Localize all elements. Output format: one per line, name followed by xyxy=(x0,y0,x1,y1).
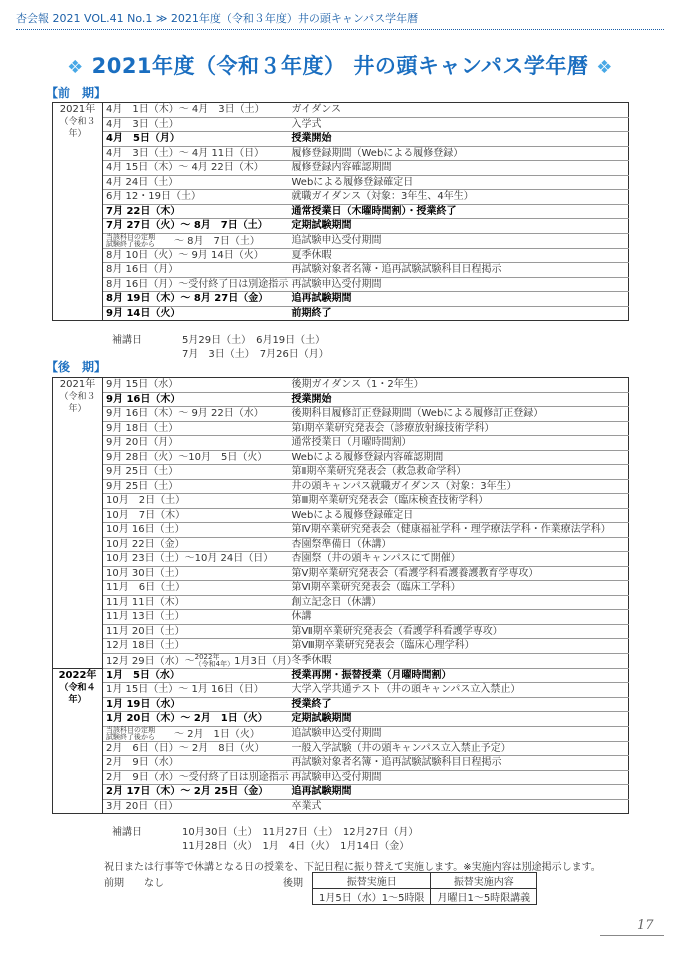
date-text: 4月 15日（木）～ 4月 22日（木） xyxy=(106,162,264,174)
second-term-table xyxy=(52,377,629,814)
date-cell xyxy=(103,523,289,538)
second-makeup-label: 補講日 xyxy=(112,827,142,838)
first-substitution-label: 前期 xyxy=(104,878,124,889)
year-cell xyxy=(53,103,103,321)
table-row xyxy=(53,465,629,480)
date-cell xyxy=(103,595,289,610)
substitution-date: 1月5日（水）1～5時限 xyxy=(313,889,431,905)
date-text: 1月 15日（土）～ 1月 16日（日） xyxy=(106,684,264,696)
date-text: 8月 16日（月） xyxy=(106,264,179,276)
substitution-header-date: 振替実施日 xyxy=(313,873,431,889)
table-row xyxy=(53,378,629,393)
event-cell: 後期科目履修訂正登録期間（Webによる履修訂正登録） xyxy=(289,407,629,422)
table-row xyxy=(53,595,629,610)
date-cell xyxy=(103,190,289,205)
running-header: 杏会報 2021 VOL.41 No.1 ≫ 2021年度（令和３年度）井の頭キャンパス学年暦 xyxy=(16,12,419,25)
table-row xyxy=(53,624,629,639)
table-row xyxy=(53,146,629,161)
date-text: 11月 6日（土） xyxy=(106,582,186,594)
era-label: （令和３年） xyxy=(59,392,96,414)
event-cell: 追試験申込受付期間 xyxy=(289,726,629,741)
year-label: 2022年 xyxy=(58,669,97,681)
table-row xyxy=(53,683,629,698)
table-row xyxy=(53,523,629,538)
event-cell: 追再試験期間 xyxy=(289,785,629,800)
date-cell xyxy=(103,450,289,465)
date-cell xyxy=(103,712,289,727)
table-row xyxy=(53,233,629,248)
first-makeup-line1: 5月29日（土） 6月19日（土） xyxy=(182,335,326,346)
date-text: 3月 20日（日） xyxy=(106,800,179,812)
event-cell: 杏園祭（井の頭キャンパスにて開催） xyxy=(289,552,629,567)
date-text: ～ 8月 7日（土） xyxy=(174,235,260,247)
date-text: 1月 5日（水） xyxy=(106,669,180,681)
event-cell: 再試験申込受付期間 xyxy=(289,770,629,785)
date-text: 9月 25日（土） xyxy=(106,480,179,492)
event-cell: 後期ガイダンス（1・2年生） xyxy=(289,378,629,393)
table-row xyxy=(53,552,629,567)
year-label: 2021年 xyxy=(59,104,96,115)
table-row xyxy=(53,799,629,814)
table-row xyxy=(53,219,629,234)
date-text: 2月 9日（水）～受付終了日は別途指示 xyxy=(106,771,289,783)
event-cell: 定期試験期間 xyxy=(289,712,629,727)
event-cell: 井の頭キャンパス就職ガイダンス（対象：3年生） xyxy=(289,479,629,494)
event-cell: 第Ⅳ期卒業研究発表会（健康福祉学科・理学療法学科・作業療法学科） xyxy=(289,523,629,538)
substitution-header-content: 振替実施内容 xyxy=(431,873,537,889)
small-note xyxy=(106,727,174,741)
event-cell: 第Ⅵ期卒業研究発表会（臨床工学科） xyxy=(289,581,629,596)
date-cell xyxy=(103,436,289,451)
event-cell: 第Ⅰ期卒業研究発表会（診療放射線技術学科） xyxy=(289,421,629,436)
date-cell xyxy=(103,378,289,393)
event-cell: 履修登録内容確認期間 xyxy=(289,161,629,176)
date-cell xyxy=(103,103,289,118)
table-row xyxy=(53,190,629,205)
date-cell xyxy=(103,610,289,625)
date-cell xyxy=(103,494,289,509)
page-number-rule xyxy=(600,935,664,936)
date-text: 10月 2日（土） xyxy=(106,495,186,507)
event-cell: 就職ガイダンス（対象：3年生、4年生） xyxy=(289,190,629,205)
date-cell xyxy=(103,407,289,422)
substitution-note: 祝日または行事等で休講となる日の授業を、下記日程に振り替えて実施します。※実施内容は別途掲示します。 xyxy=(104,862,601,873)
event-cell: 授業終了 xyxy=(289,697,629,712)
table-row xyxy=(53,436,629,451)
date-cell xyxy=(103,756,289,771)
table-row xyxy=(53,508,629,523)
date-cell xyxy=(103,785,289,800)
event-cell: ガイダンス xyxy=(289,103,629,118)
date-text: 4月 1日（木）～ 4月 3日（土） xyxy=(106,104,265,116)
date-text: 9月 28日（火）～10月 5日（火） xyxy=(106,451,268,463)
date-text: 9月 18日（土） xyxy=(106,422,179,434)
table-row xyxy=(53,277,629,292)
second-substitution-label: 後期 xyxy=(283,878,303,889)
date-text: 10月 16日（土） xyxy=(106,524,185,536)
date-cell xyxy=(103,799,289,814)
date-cell xyxy=(103,566,289,581)
date-text: ～ 2月 1日（火） xyxy=(174,728,260,740)
second-makeup-line2: 11月28日（火） 1月 4日（火） 1月14日（金） xyxy=(182,841,410,852)
date-text: 1月 19日（水） xyxy=(106,698,181,710)
date-cell xyxy=(103,219,289,234)
event-cell: 第Ⅴ期卒業研究発表会（看護学科看護養護教育学専攻） xyxy=(289,566,629,581)
table-row xyxy=(53,248,629,263)
date-text: 10月 22日（金） xyxy=(106,538,185,550)
date-cell xyxy=(103,508,289,523)
event-cell: 授業再開・振替授業（月曜時間割） xyxy=(289,668,629,683)
table-row xyxy=(53,668,629,683)
table-row xyxy=(53,770,629,785)
table-row xyxy=(53,263,629,278)
small-note-line: （令和4年） xyxy=(194,659,235,668)
date-cell xyxy=(103,741,289,756)
table-row xyxy=(53,306,629,321)
small-note-line: 2022年 xyxy=(194,652,220,661)
date-cell xyxy=(103,117,289,132)
date-cell xyxy=(103,263,289,278)
event-cell: 入学式 xyxy=(289,117,629,132)
diamond-icon: ❖ xyxy=(596,57,613,78)
event-cell: 第Ⅷ期卒業研究発表会（臨床心理学科） xyxy=(289,639,629,654)
date-text: 10月 7日（木） xyxy=(106,509,186,521)
year-cell xyxy=(53,378,103,669)
date-text: 8月 10日（火）～ 9月 14日（火） xyxy=(106,249,264,261)
substitution-table xyxy=(312,872,537,905)
small-note-line: 当該科目の定期 xyxy=(106,232,155,241)
event-cell: 大学入学共通テスト（井の頭キャンパス立入禁止） xyxy=(289,683,629,698)
table-row xyxy=(53,653,629,668)
date-cell xyxy=(103,233,289,248)
date-cell xyxy=(103,639,289,654)
table-row xyxy=(53,756,629,771)
date-cell xyxy=(103,306,289,321)
event-cell: 再試験対象者名簿・追再試験試験科目日程掲示 xyxy=(289,756,629,771)
event-cell: 通常授業日（木曜時間割）・授業終了 xyxy=(289,204,629,219)
date-text: 4月 24日（土） xyxy=(106,176,179,188)
event-cell: 前期終了 xyxy=(289,306,629,321)
table-row xyxy=(53,407,629,422)
date-cell xyxy=(103,132,289,147)
date-cell xyxy=(103,537,289,552)
first-makeup-line2: 7月 3日（土） 7月26日（月） xyxy=(182,349,329,360)
event-cell: 休講 xyxy=(289,610,629,625)
table-row xyxy=(53,103,629,118)
small-note-line: 試験終了後から xyxy=(106,732,155,741)
first-term-table xyxy=(52,102,629,321)
date-text: 11月 11日（木） xyxy=(106,596,185,608)
date-cell xyxy=(103,161,289,176)
table-row xyxy=(53,479,629,494)
date-cell xyxy=(103,624,289,639)
date-text: 6月 12・19日（土） xyxy=(106,191,201,203)
event-cell: 履修登録期間（Webによる履修登録） xyxy=(289,146,629,161)
date-text: 7月 27日（火）～ 8月 7日（土） xyxy=(106,220,268,232)
date-cell xyxy=(103,277,289,292)
date-text: 11月 13日（土） xyxy=(106,611,185,623)
event-cell: 夏季休暇 xyxy=(289,248,629,263)
event-cell: 追再試験期間 xyxy=(289,292,629,307)
date-cell xyxy=(103,421,289,436)
table-row xyxy=(53,161,629,176)
date-text: 9月 14日（火） xyxy=(106,307,181,319)
page-title-text: 2021年度（令和３年度） 井の頭キャンパス学年暦 xyxy=(91,54,589,78)
event-cell: 追試験申込受付期間 xyxy=(289,233,629,248)
table-row xyxy=(53,537,629,552)
table-row xyxy=(53,175,629,190)
event-cell: Webによる履修登録内容確認期間 xyxy=(289,450,629,465)
event-cell: 創立記念日（休講） xyxy=(289,595,629,610)
table-row xyxy=(53,450,629,465)
page-title xyxy=(0,50,680,80)
date-text-tail: 1月3日（月） xyxy=(234,655,297,667)
table-row xyxy=(53,204,629,219)
date-text: 9月 16日（木）～ 9月 22日（水） xyxy=(106,408,264,420)
event-cell: 定期試験期間 xyxy=(289,219,629,234)
table-row xyxy=(53,697,629,712)
date-text: 12月 29日（水）～ xyxy=(106,655,195,667)
event-cell: 一般入学試験（井の頭キャンパス立入禁止予定） xyxy=(289,741,629,756)
event-cell: Webによる履修登録確定日 xyxy=(289,508,629,523)
event-cell: 授業開始 xyxy=(289,132,629,147)
table-row xyxy=(53,421,629,436)
table-row xyxy=(53,132,629,147)
event-cell: 再試験申込受付期間 xyxy=(289,277,629,292)
date-text: 9月 16日（木） xyxy=(106,393,181,405)
event-cell: 授業開始 xyxy=(289,392,629,407)
date-cell xyxy=(103,292,289,307)
year-label: 2021年 xyxy=(59,379,96,390)
date-cell xyxy=(103,146,289,161)
date-cell xyxy=(103,697,289,712)
date-cell xyxy=(103,581,289,596)
date-text: 9月 20日（月） xyxy=(106,437,179,449)
small-note-line: 当該科目の定期 xyxy=(106,725,155,734)
small-note xyxy=(106,234,174,248)
date-text: 8月 16日（月）～受付終了日は別途指示 xyxy=(106,278,289,290)
table-row xyxy=(53,741,629,756)
era-label: （令和４年） xyxy=(59,682,96,705)
era-label: （令和３年） xyxy=(59,117,96,139)
date-text: 12月 18日（土） xyxy=(106,640,185,652)
event-cell: 杏園祭準備日（休講） xyxy=(289,537,629,552)
date-cell xyxy=(103,392,289,407)
date-text: 4月 3日（土）～ 4月 11日（日） xyxy=(106,147,265,159)
substitution-content: 月曜日1～5時限講義 xyxy=(431,889,537,905)
date-cell xyxy=(103,204,289,219)
date-cell xyxy=(103,175,289,190)
date-cell xyxy=(103,479,289,494)
table-row xyxy=(53,494,629,509)
date-cell xyxy=(103,465,289,480)
date-text: 4月 3日（土） xyxy=(106,118,179,130)
table-row xyxy=(53,726,629,741)
date-cell xyxy=(103,726,289,741)
date-cell xyxy=(103,770,289,785)
table-row xyxy=(53,639,629,654)
date-text: 10月 23日（土）～10月 24日（日） xyxy=(106,553,274,565)
first-term-label: 【前 期】 xyxy=(46,86,107,100)
date-text: 9月 15日（水） xyxy=(106,379,179,391)
date-cell xyxy=(103,652,297,668)
second-makeup-line1: 10月30日（土） 11月27日（土） 12月27日（月） xyxy=(182,827,419,838)
event-cell: 第Ⅱ期卒業研究発表会（救急救命学科） xyxy=(289,465,629,480)
table-row xyxy=(53,392,629,407)
date-cell xyxy=(103,552,289,567)
date-text: 2月 17日（木）～ 2月 25日（金） xyxy=(106,786,269,798)
date-text: 2月 9日（水） xyxy=(106,757,179,769)
table-row xyxy=(53,117,629,132)
event-cell: 第Ⅲ期卒業研究発表会（臨床検査技術学科） xyxy=(289,494,629,509)
event-cell: 通常授業日（月曜時間割） xyxy=(289,436,629,451)
table-row xyxy=(53,610,629,625)
date-text: 1月 20日（木）～ 2月 1日（火） xyxy=(106,713,268,725)
table-row xyxy=(53,785,629,800)
date-text: 8月 19日（木）～ 8月 27日（金） xyxy=(106,293,269,305)
event-cell: 冬季休暇 xyxy=(289,653,629,668)
date-text: 11月 20日（土） xyxy=(106,625,185,637)
first-substitution-value: なし xyxy=(144,878,164,889)
header-divider xyxy=(16,29,664,30)
date-text: 4月 5日（月） xyxy=(106,133,180,145)
table-row xyxy=(53,581,629,596)
date-cell xyxy=(103,683,289,698)
diamond-icon: ❖ xyxy=(67,57,84,78)
event-cell: Webによる履修登録確定日 xyxy=(289,175,629,190)
date-cell xyxy=(103,248,289,263)
small-note xyxy=(195,654,234,668)
table-row xyxy=(53,712,629,727)
event-cell: 卒業式 xyxy=(289,799,629,814)
first-makeup-label: 補講日 xyxy=(112,335,142,346)
table-row xyxy=(53,292,629,307)
second-term-label: 【後 期】 xyxy=(46,360,107,374)
year-cell xyxy=(53,668,103,814)
date-cell xyxy=(103,668,289,683)
small-note-line: 試験終了後から xyxy=(106,239,155,248)
date-text: 2月 6日（日）～ 2月 8日（火） xyxy=(106,742,265,754)
date-text: 10月 30日（土） xyxy=(106,567,185,579)
date-text: 9月 25日（土） xyxy=(106,466,179,478)
event-cell: 第Ⅶ期卒業研究発表会（看護学科看護学専攻） xyxy=(289,624,629,639)
table-row xyxy=(53,566,629,581)
page-number: 17 xyxy=(637,918,654,933)
event-cell: 再試験対象者名簿・追再試験試験科目日程掲示 xyxy=(289,263,629,278)
date-text: 7月 22日（木） xyxy=(106,205,181,217)
